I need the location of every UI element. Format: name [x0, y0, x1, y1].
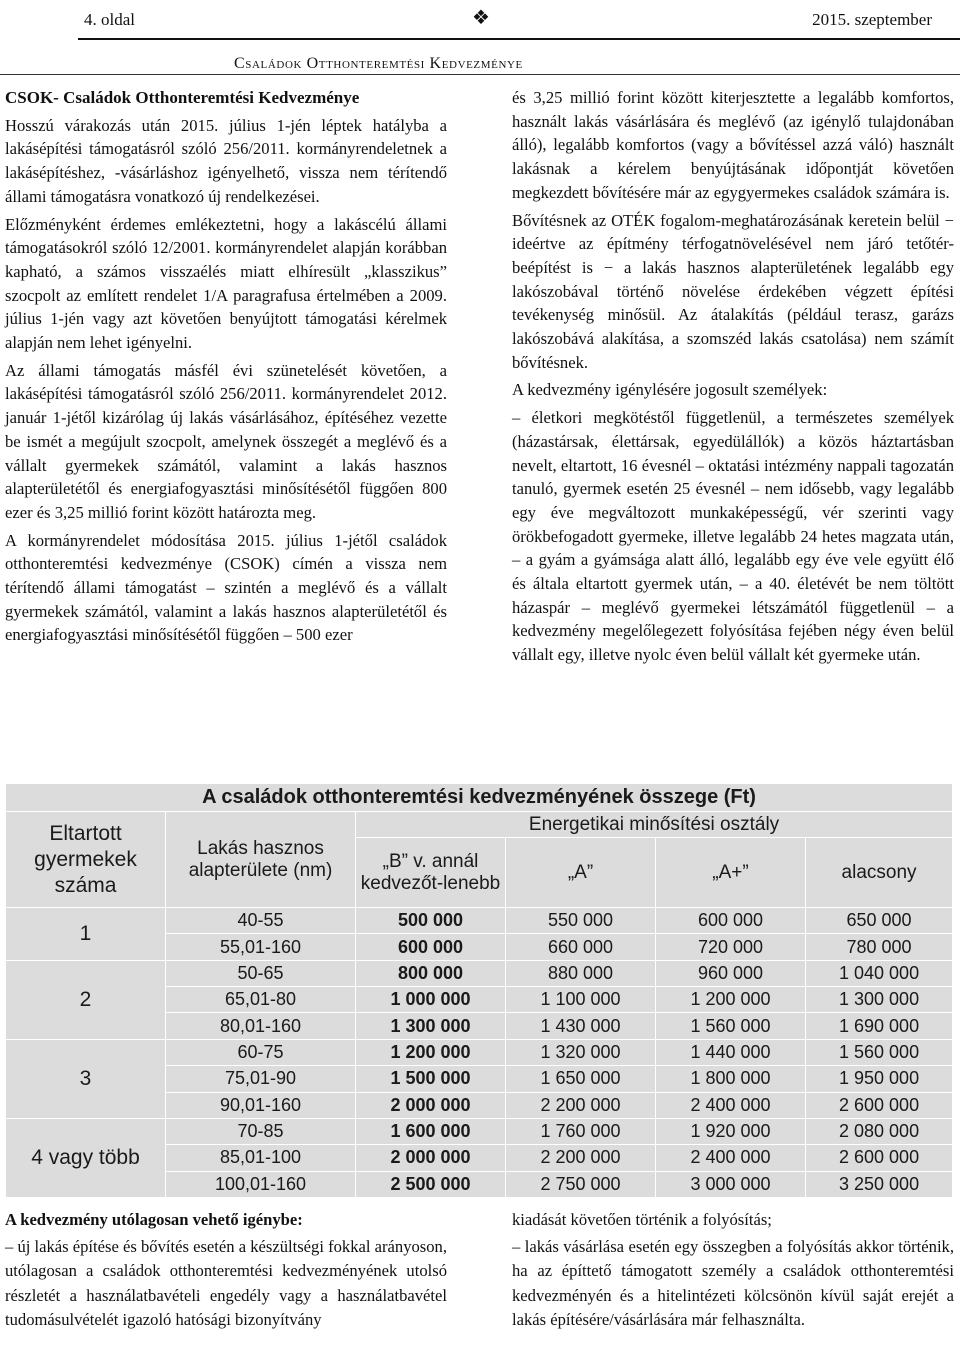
amount-cell: 660 000 — [506, 934, 656, 960]
paragraph: A kormányrendelet módosítása 2015. július 1-jétől családok otthonteremtési kedvezménye (CSOK) címén a vissza nem térítendő állami támogatást – szintén a meglévő és a vállalt gyermekek számától, valamint a lakás hasznos alapterületétől és energiafogyasztási minősítésétől függően – 500 ezer — [5, 530, 447, 645]
paragraph: Előzményként érdemes emlékeztetni, hogy a lakáscélú állami támogatásokról szóló 12/2001. kormányrendelet alapján korábban kapható, a számos visszaélés miatt elhíresült „klasszikus” szocpolt az említett rendelet 1/A paragrafusa értelmében a 2009. július 1-jén vagy azt követően benyújtott támogatási kérelmek alapján nem lehet igényelni. — [5, 214, 447, 353]
paragraph: A kedvezmény igénylésére jogosult személyek: — [512, 380, 828, 400]
amount-cell: 1 800 000 — [656, 1066, 806, 1092]
amount-cell: 1 300 000 — [806, 987, 953, 1013]
amount-cell: 1 000 000 — [356, 987, 506, 1013]
area-range: 70-85 — [166, 1118, 356, 1144]
amount-cell: 1 500 000 — [356, 1066, 506, 1092]
section-title: Családok Otthonteremtési Kedvezménye — [234, 55, 523, 72]
amount-cell: 1 560 000 — [806, 1039, 953, 1065]
table-title: A családok otthonteremtési kedvezményének összege (Ft) — [6, 784, 953, 812]
area-range: 80,01-160 — [166, 1013, 356, 1039]
area-range: 50-65 — [166, 960, 356, 986]
amount-cell: 500 000 — [356, 908, 506, 934]
paragraph: és 3,25 millió forint között kiterjesztette a legalább komfortos, használt lakás vásárlására és meglévő (az igénylő tulajdonában álló), legalább komfortos (vagy a bővítéssel azzá váló) használt lakásnak a kérelem benyújtásának időpontját követően megkezdett bővítésére már az egygyermekes családok számára is. — [512, 88, 954, 202]
amount-cell: 2 080 000 — [806, 1118, 953, 1144]
amount-cell: 1 690 000 — [806, 1013, 953, 1039]
article-heading: CSOK- Családok Otthonteremtési Kedvezménye — [5, 88, 360, 107]
area-range: 90,01-160 — [166, 1092, 356, 1118]
amount-cell: 1 600 000 — [356, 1118, 506, 1144]
amount-cell: 1 760 000 — [506, 1118, 656, 1144]
amount-cell: 1 300 000 — [356, 1013, 506, 1039]
amount-cell: 880 000 — [506, 960, 656, 986]
area-range: 65,01-80 — [166, 987, 356, 1013]
children-column-header: Eltartott gyermekek száma — [6, 812, 166, 908]
paragraph: kiadását követően történik a folyósítás; — [512, 1210, 772, 1229]
children-count: 4 vagy több — [6, 1118, 166, 1197]
amount-cell: 2 000 000 — [356, 1145, 506, 1171]
amount-cell: 720 000 — [656, 934, 806, 960]
amount-cell: 650 000 — [806, 908, 953, 934]
class-header: „B” v. annál kedvezőt-lenebb — [356, 838, 506, 908]
amount-cell: 2 200 000 — [506, 1092, 656, 1118]
area-range: 75,01-90 — [166, 1066, 356, 1092]
table-row — [6, 908, 953, 934]
right-column — [512, 86, 954, 671]
amount-cell: 1 650 000 — [506, 1066, 656, 1092]
amount-cell: 2 600 000 — [806, 1145, 953, 1171]
class-header: „A” — [506, 838, 656, 908]
amount-cell: 2 400 000 — [656, 1145, 806, 1171]
area-range: 40-55 — [166, 908, 356, 934]
issue-date: 2015. szeptember — [812, 10, 932, 29]
amount-cell: 2 600 000 — [806, 1092, 953, 1118]
amount-cell: 2 200 000 — [506, 1145, 656, 1171]
amount-cell: 2 750 000 — [506, 1171, 656, 1197]
paragraph: – lakás vásárlása esetén egy összegben a folyósítás akkor történik, ha az építtető támogatott személy a családok otthonteremtési kedvezményén és a hitelintézeti kölcsönön kívül saját erejét a lakás építésére/vásárlására már felhasználta. — [512, 1236, 954, 1329]
amount-cell: 600 000 — [356, 934, 506, 960]
amount-cell: 780 000 — [806, 934, 953, 960]
amount-cell: 1 440 000 — [656, 1039, 806, 1065]
amount-cell: 1 200 000 — [656, 987, 806, 1013]
amount-cell: 1 560 000 — [656, 1013, 806, 1039]
amount-cell: 2 400 000 — [656, 1092, 806, 1118]
amount-cell: 1 200 000 — [356, 1039, 506, 1065]
table-row — [6, 960, 953, 986]
amount-cell: 3 000 000 — [656, 1171, 806, 1197]
amount-cell: 1 040 000 — [806, 960, 953, 986]
amount-cell: 1 950 000 — [806, 1066, 953, 1092]
amount-cell: 1 320 000 — [506, 1039, 656, 1065]
amount-cell: 2 500 000 — [356, 1171, 506, 1197]
amount-cell: 1 100 000 — [506, 987, 656, 1013]
left-column — [5, 86, 447, 651]
area-range: 60-75 — [166, 1039, 356, 1065]
area-range: 55,01-160 — [166, 934, 356, 960]
subheading: A kedvezmény utólagosan vehető igénybe: — [5, 1210, 303, 1229]
children-count: 3 — [6, 1039, 166, 1118]
area-range: 100,01-160 — [166, 1171, 356, 1197]
title-rule-bottom — [0, 74, 960, 75]
ornament-icon: ❖ — [472, 7, 490, 29]
children-count: 2 — [6, 960, 166, 1039]
table-row — [6, 1118, 953, 1144]
amount-cell: 3 250 000 — [806, 1171, 953, 1197]
area-column-header: Lakás hasznos alapterülete (nm) — [166, 812, 356, 908]
amount-cell: 600 000 — [656, 908, 806, 934]
paragraph: Hosszú várakozás után 2015. július 1-jén léptek hatályba a lakásépítési támogatásról szóló 256/2011. kormányrendeletnek a lakásépítéshez, -vásárláshoz igényelhető, vissza nem térítendő állami támogatásra vonatkozó új rendelkezései. — [5, 115, 447, 206]
paragraph: – életkori megkötéstől függetlenül, a természetes személyek (házastársak, élettársak, egyedülállók) a közös háztartásban nevelt, eltartott, 16 évesnél – oktatási intézmény nappali tagozatán tanuló, gyermek esetén 25 évesnél – nem idősebb, vagy legalább egy éve megváltozott munkaképességű, vér szerinti vagy örökbefogadott gyermeke, illetve legalább 24 hetes magzata után, – a gyám a gyámsága alatt álló, legalább egy éve vele együtt élő és általa eltartott gyermek után, – a 40. életévét be nem töltött házaspár – meglévő gyermekei létszámától függetlenül – a kedvezmény megelőlegezett folyósítása fejében négy éven belül vállalt egy, illetve nyolc éven belül vállalt két gyermeke után. — [512, 408, 954, 665]
area-range: 85,01-100 — [166, 1145, 356, 1171]
paragraph: Bővítésnek az OTÉK fogalom-meghatározásának keretein belül − ideértve az építmény térfogatnövelésével nem járó tetőtér-beépítést is − a lakás hasznos alapterületének legalább egy lakószobával történő növelése érdekében végzett építési tevékenység minősül. Az átalakítás (például terasz, garázs lakószobává alakítása, a szomszéd lakás csatolása) nem számít bővítésnek. — [512, 210, 954, 372]
children-count: 1 — [6, 908, 166, 961]
amount-cell: 2 000 000 — [356, 1092, 506, 1118]
amount-cell: 800 000 — [356, 960, 506, 986]
page-number: 4. oldal — [84, 10, 135, 29]
amount-cell: 960 000 — [656, 960, 806, 986]
class-header: „A+” — [656, 838, 806, 908]
amount-cell: 550 000 — [506, 908, 656, 934]
class-header: alacsony — [806, 838, 953, 908]
bottom-left-column — [5, 1208, 447, 1335]
amount-cell: 1 430 000 — [506, 1013, 656, 1039]
energy-class-header: Energetikai minősítési osztály — [356, 812, 953, 838]
amount-cell: 1 920 000 — [656, 1118, 806, 1144]
bottom-right-column — [512, 1208, 954, 1335]
paragraph: Az állami támogatás másfél évi szünetelését követően, a lakásépítési támogatásról szóló 256/2011. kormányrendelet 2012. január 1-jétől kizárólag új lakás vásárlásához, építéséhez vezette be ismét a megújult szocpolt, amelynek összegét a meglévő és a vállalt gyermekek számától, valamint a lakás hasznos alapterületétől és energiafogyasztási minősítésétől függően 800 ezer és 3,25 millió forint között határozta meg. — [5, 360, 447, 522]
benefit-table — [5, 783, 952, 1198]
table-row — [6, 1039, 953, 1065]
paragraph: – új lakás építése és bővítés esetén a készültségi fokkal arányoson, utólagosan a családok otthonteremtési kedvezményének utolsó részletét a használatbavételi engedély vagy a használatbavétel tudomásulvételét igazoló hatósági bizonyítvány — [5, 1236, 447, 1329]
